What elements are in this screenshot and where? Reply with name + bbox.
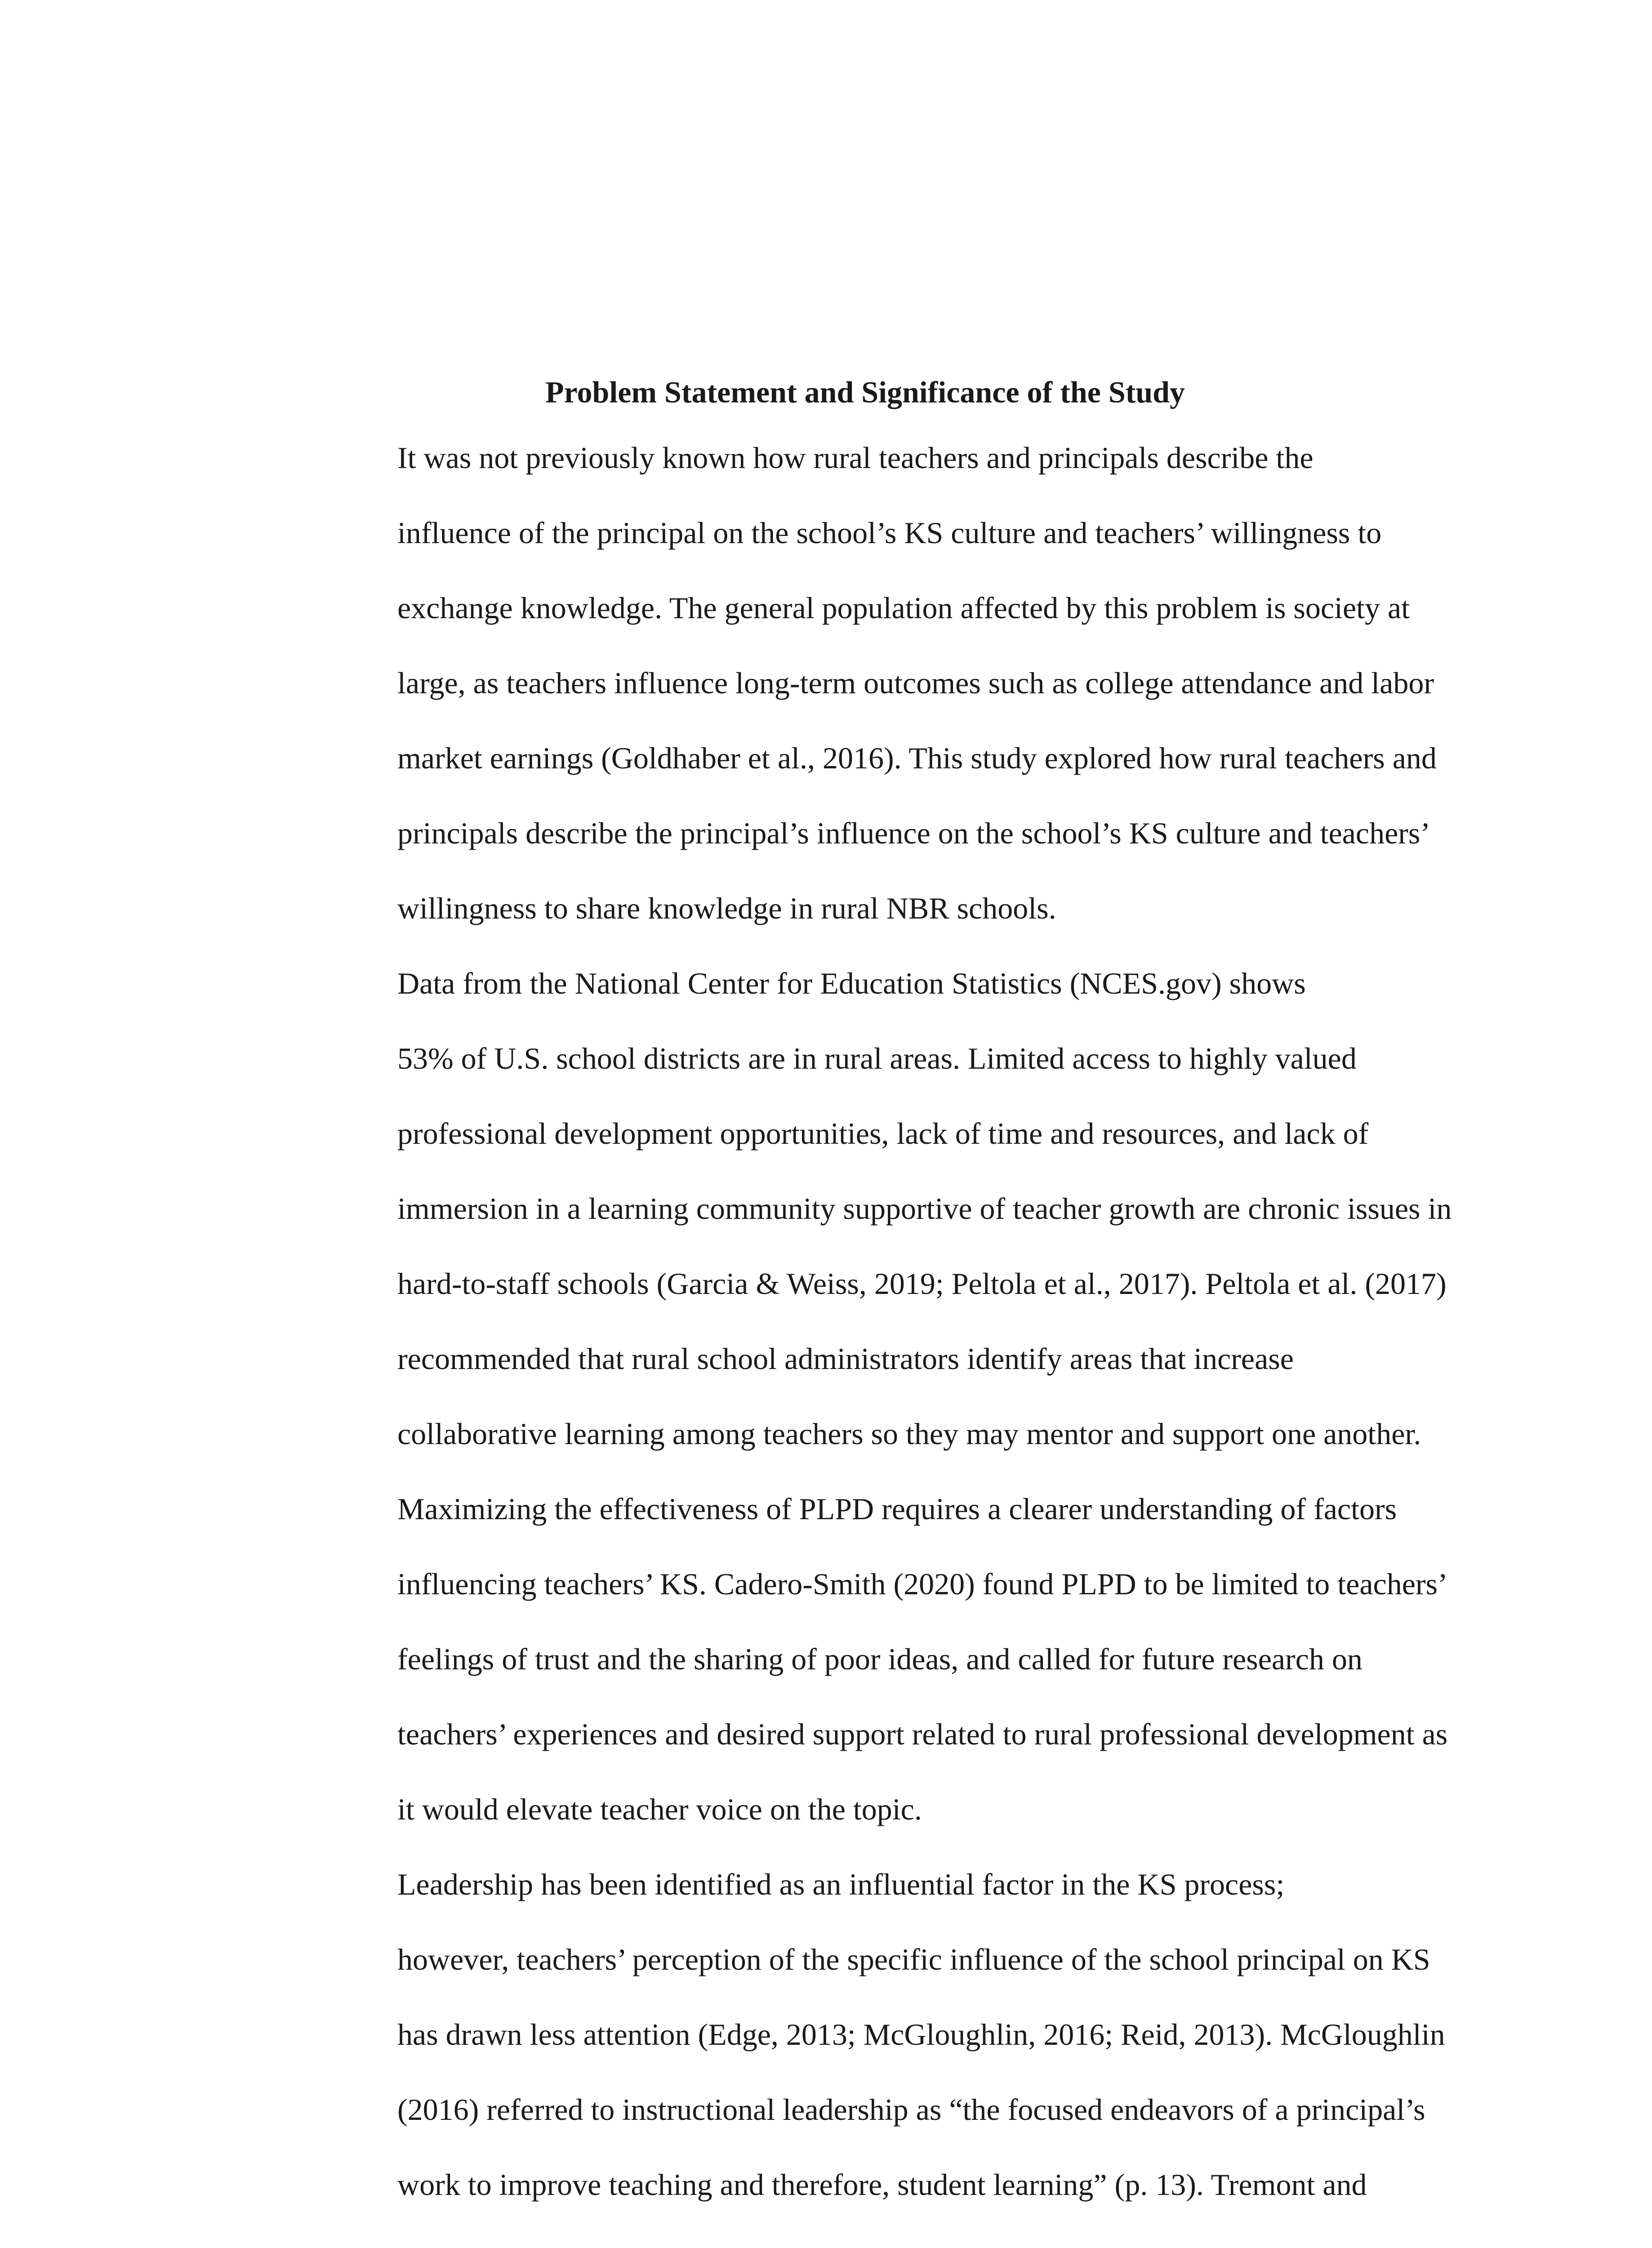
text-line: willingness to share knowledge in rural NBR schools. [397, 891, 1056, 925]
text-line: influencing teachers’ KS. Cadero-Smith (2020) found PLPD to be limited to teachers’ [397, 1567, 1448, 1601]
text-line: Leadership has been identified as an influential factor in the KS process; [397, 1867, 1285, 1901]
text-line: influence of the principal on the school’s KS culture and teachers’ willingness to [397, 516, 1382, 550]
text-line: has drawn less attention (Edge, 2013; McGloughlin, 2016; Reid, 2013). McGloughlin [397, 2017, 1445, 2052]
text-line: feelings of trust and the sharing of poor ideas, and called for future research on [397, 1642, 1363, 1676]
text-line: market earnings (Goldhaber et al., 2016). This study explored how rural teachers and [397, 741, 1437, 775]
paragraph-problem-statement [298, 420, 1437, 946]
paragraph-leadership [298, 1847, 1445, 2222]
text-line: It was not previously known how rural teachers and principals describe the [397, 441, 1314, 475]
text-line: it would elevate teacher voice on the topic. [397, 1792, 922, 1826]
text-line: Data from the National Center for Education Statistics (NCES.gov) shows [397, 966, 1306, 1000]
document-body [298, 364, 1452, 2222]
section-heading: Problem Statement and Significance of the Study [545, 375, 1185, 409]
text-line: Maximizing the effectiveness of PLPD requires a clearer understanding of factors [397, 1492, 1397, 1526]
text-line: teachers’ experiences and desired support related to rural professional development as [397, 1717, 1448, 1751]
text-line: exchange knowledge. The general population affected by this problem is society at [397, 591, 1410, 625]
text-line: collaborative learning among teachers so they may mentor and support one another. [397, 1417, 1421, 1451]
text-line: principals describe the principal’s influence on the school’s KS culture and teachers’ [397, 816, 1431, 850]
text-line: work to improve teaching and therefore, student learning” (p. 13). Tremont and [397, 2168, 1367, 2202]
text-line: immersion in a learning community supportive of teacher growth are chronic issues in [397, 1191, 1452, 1226]
text-line: recommended that rural school administrators identify areas that increase [397, 1342, 1294, 1376]
text-line: however, teachers’ perception of the specific influence of the school principal on KS [397, 1942, 1430, 1976]
text-line: (2016) referred to instructional leadership as “the focused endeavors of a principal’s [397, 2092, 1425, 2127]
text-line: hard-to-staff schools (Garcia & Weiss, 2019; Peltola et al., 2017). Peltola et al. (2017) [397, 1267, 1447, 1301]
text-line: 53% of U.S. school districts are in rural areas. Limited access to highly valued [397, 1041, 1357, 1075]
paragraph-rural-districts [298, 946, 1452, 1847]
text-line: large, as teachers influence long-term outcomes such as college attendance and labor [397, 666, 1434, 700]
text-line: professional development opportunities, lack of time and resources, and lack of [397, 1116, 1369, 1151]
